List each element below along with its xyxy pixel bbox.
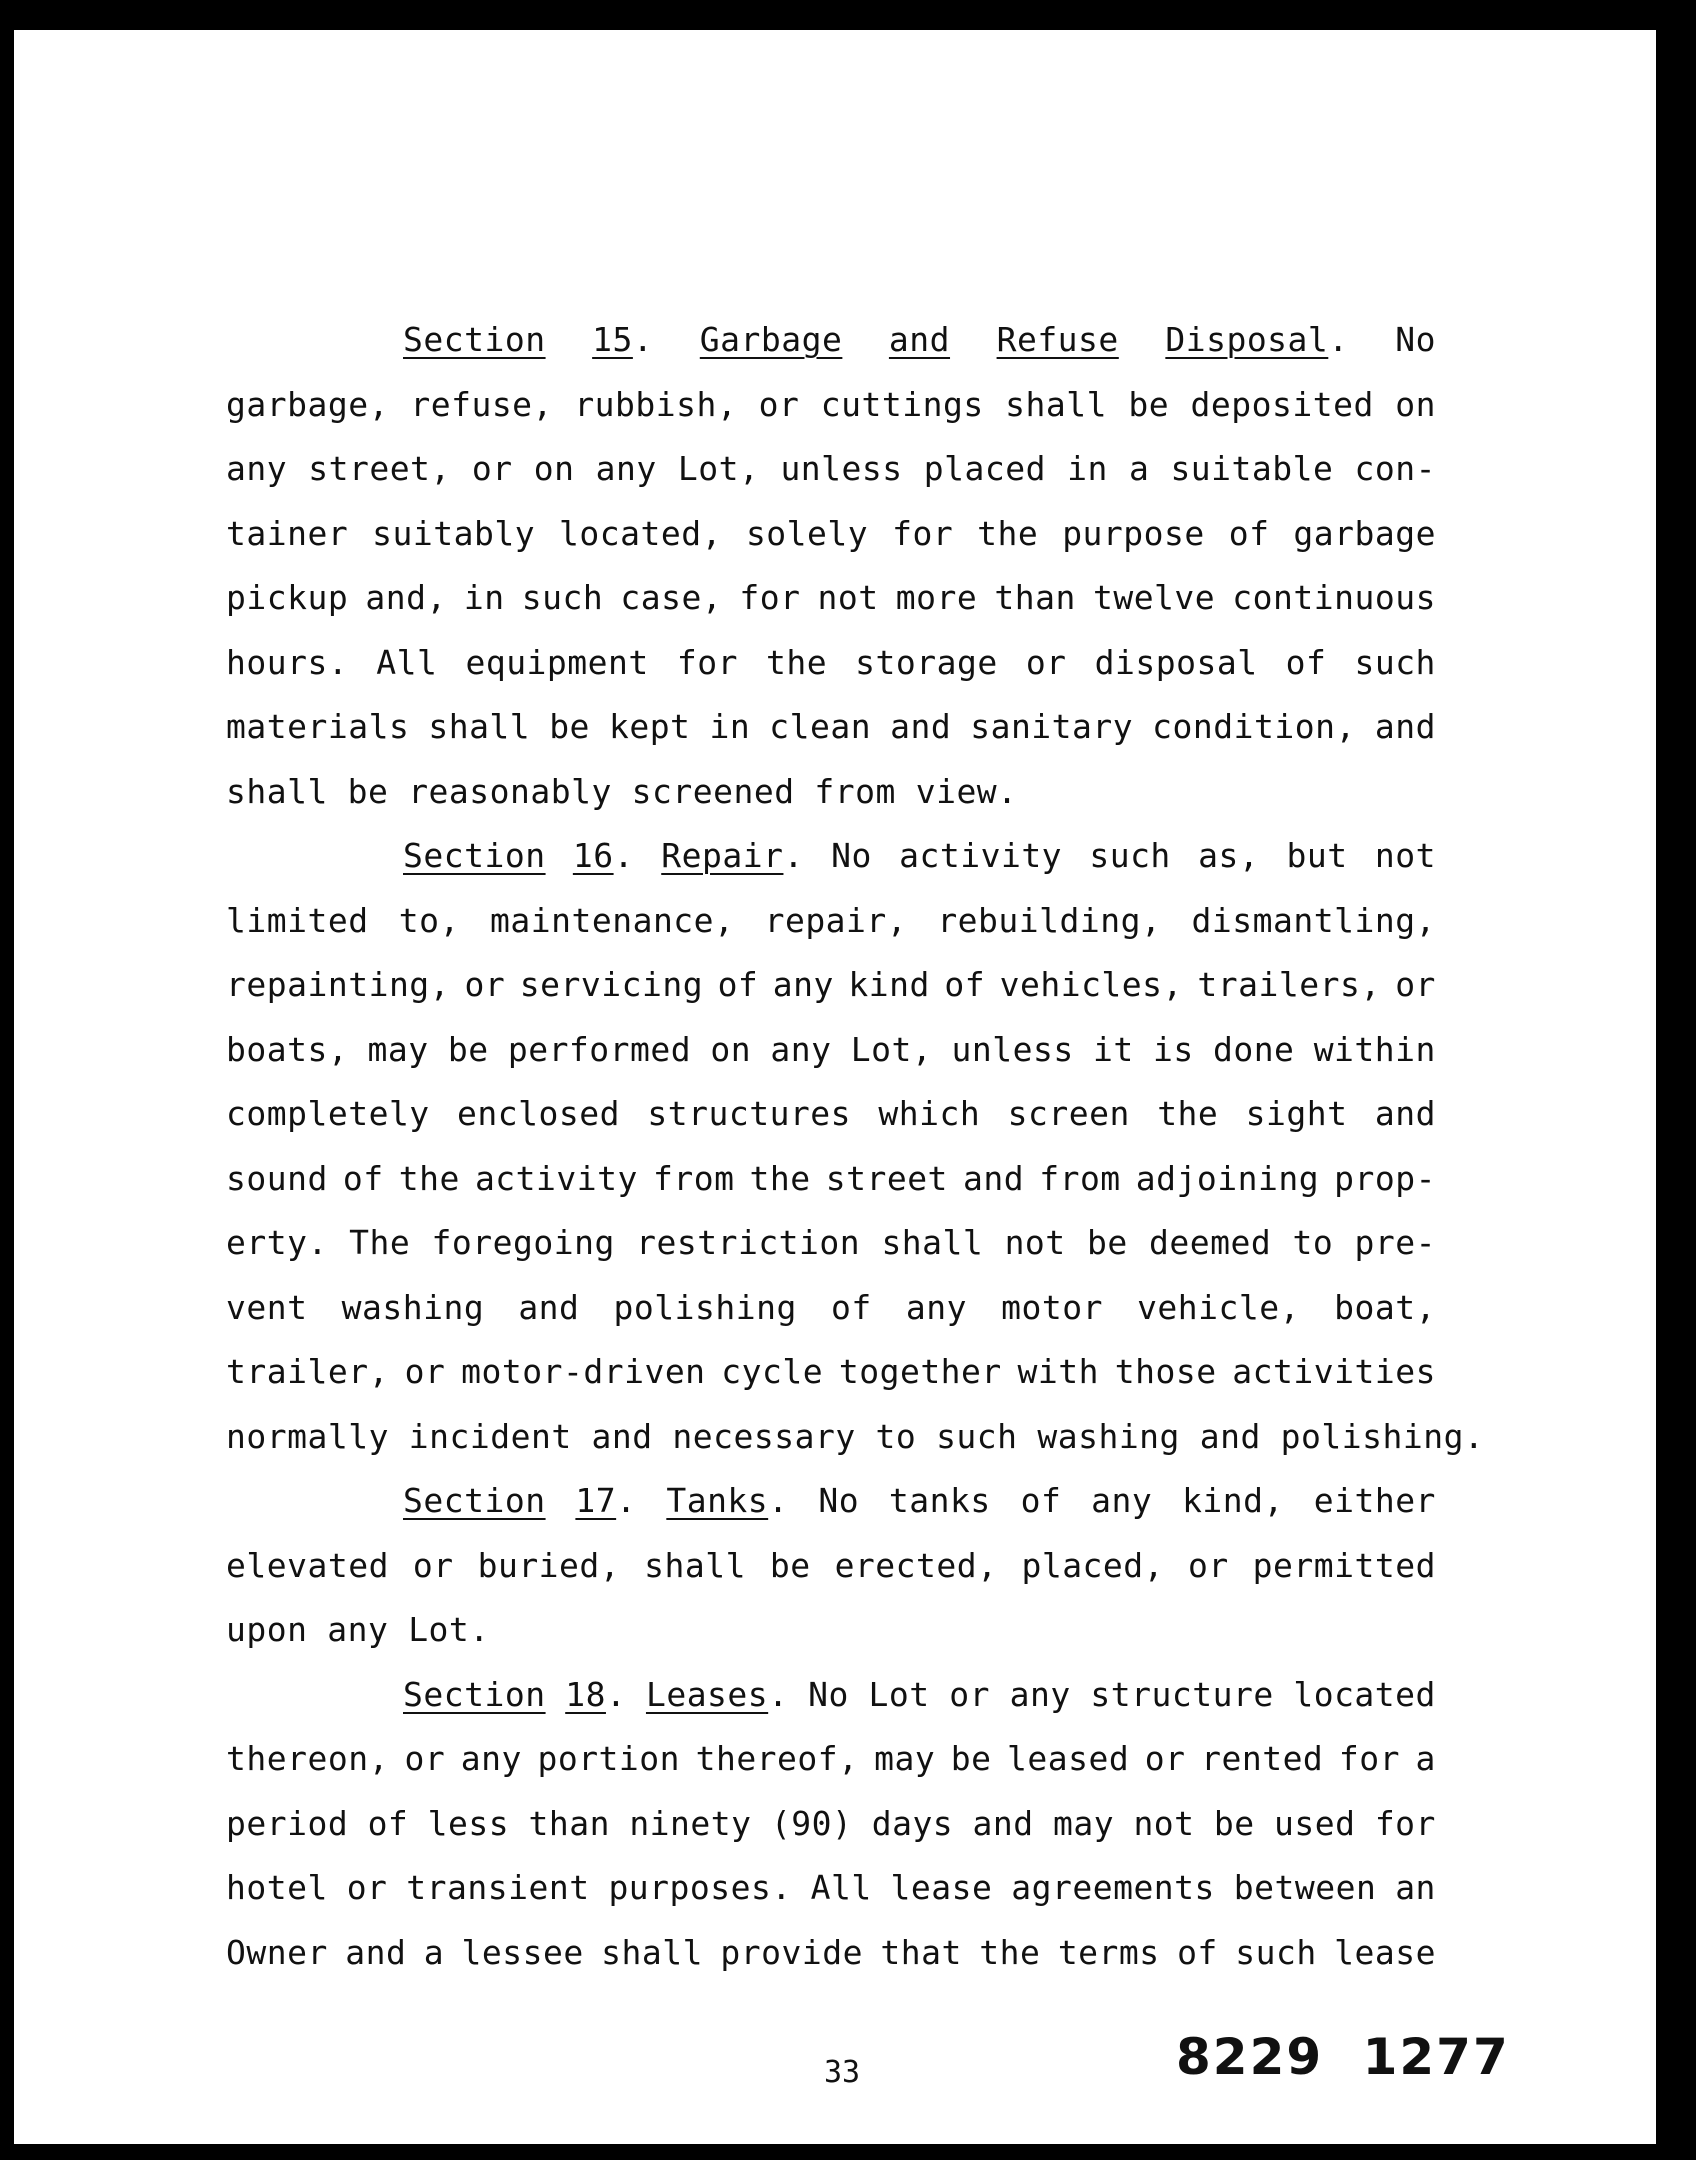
page-number: 33 — [824, 2055, 861, 2090]
text-line: vent washing and polishing of any motor vehicle, boat, — [226, 1287, 1436, 1327]
text-line: boats, may be performed on any Lot, unless it is done within — [226, 1029, 1436, 1069]
text-line: hotel or transient purposes. All lease agreements between an — [226, 1868, 1436, 1907]
text-line: Section 18. Leases. No Lot or any structure located — [403, 1674, 1436, 1714]
text-line: trailer, or motor-driven cycle together with those activities — [226, 1352, 1436, 1391]
text-line: sound of the activity from the street and from adjoining prop- — [226, 1158, 1436, 1198]
text-line: pickup and, in such case, for not more than twelve continuous — [226, 578, 1436, 617]
text-line: hours. All equipment for the storage or disposal of such — [226, 642, 1436, 682]
text-line: Section 16. Repair. No activity such as, but not — [403, 836, 1436, 875]
text-line: normally incident and necessary to such washing and polishing. — [226, 1416, 1485, 1456]
text-line: erty. The foregoing restriction shall not be deemed to pre- — [226, 1223, 1436, 1262]
document-page — [14, 30, 1656, 2144]
text-line: elevated or buried, shall be erected, placed, or permitted — [226, 1545, 1436, 1585]
text-line: period of less than ninety (90) days and may not be used for — [226, 1803, 1436, 1843]
text-line: upon any Lot. — [226, 1610, 490, 1649]
paragraph-section-18 — [226, 1663, 1436, 1986]
paragraph-section-16 — [226, 824, 1485, 1469]
text-line: garbage, refuse, rubbish, or cuttings shall be deposited on — [226, 384, 1436, 424]
text-line: limited to, maintenance, repair, rebuilding, dismantling, — [226, 900, 1436, 940]
text-line: any street, or on any Lot, unless placed in a suitable con- — [226, 449, 1436, 488]
text-line: shall be reasonably screened from view. — [226, 771, 1018, 811]
paragraph-section-17 — [226, 1469, 1436, 1663]
text-line: Section 15. Garbage and Refuse Disposal. No — [403, 320, 1436, 359]
text-line: tainer suitably located, solely for the purpose of garbage — [226, 513, 1436, 553]
text-line: completely enclosed structures which screen the sight and — [226, 1094, 1436, 1133]
document-body — [226, 308, 1485, 1985]
text-line: repainting, or servicing of any kind of vehicles, trailers, or — [226, 965, 1436, 1004]
text-line: thereon, or any portion thereof, may be leased or rented for a — [226, 1739, 1436, 1778]
text-line: materials shall be kept in clean and sanitary condition, and — [226, 707, 1436, 746]
paragraph-section-15 — [226, 308, 1436, 824]
text-line: Section 17. Tanks. No tanks of any kind, either — [403, 1481, 1436, 1520]
text-line: Owner and a lessee shall provide that the terms of such lease — [226, 1932, 1436, 1972]
document-number: 8229 1277 — [1176, 2028, 1510, 2086]
